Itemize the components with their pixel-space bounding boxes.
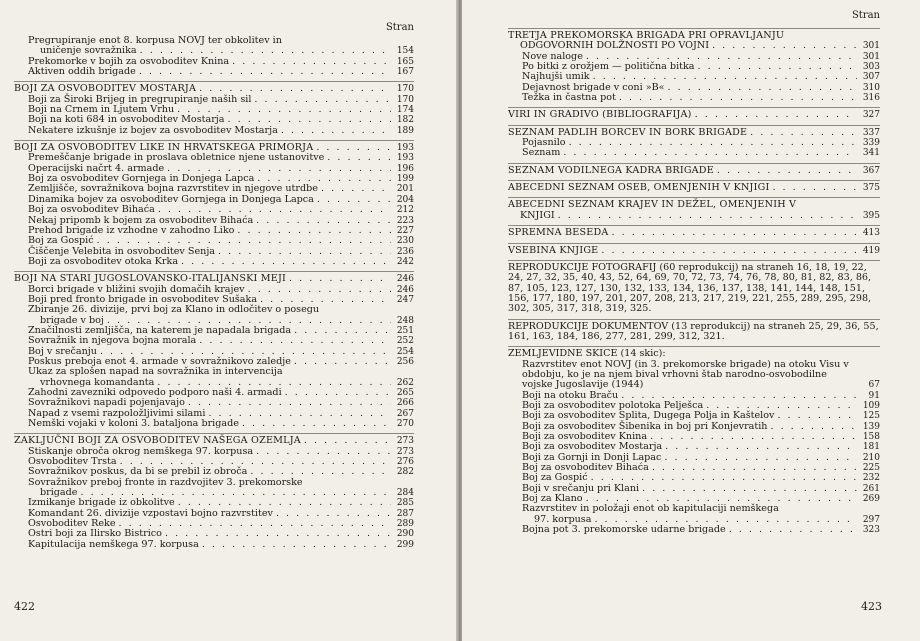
leader-dots [317, 195, 391, 205]
toc-entry-text: Ukaz za splošen napad na sovražnika in intervencija [28, 366, 283, 378]
toc-entry-continuation [508, 211, 880, 221]
toc-entry-page: 290 [396, 529, 414, 540]
toc-entry-page: 327 [862, 110, 880, 121]
leader-dots [770, 422, 857, 432]
leader-dots [698, 62, 857, 72]
leader-dots [650, 432, 857, 442]
leader-dots [294, 326, 391, 336]
toc-entry-page: 297 [862, 514, 880, 525]
toc-entry-text: Boji na otoku Braču [522, 389, 619, 401]
toc-entry [508, 93, 880, 103]
toc-entry-text: Boj za osvoboditev Gornjega in Donjega Lapca [28, 173, 255, 185]
toc-entry-text: Sovražnikov poskus, da bi se prebil iz obroča [28, 466, 248, 478]
leader-dots [563, 148, 857, 158]
toc-entry-text: Boji za osvoboditev polotoka Pelješca [522, 399, 704, 411]
leader-dots [188, 398, 391, 408]
sketch-list [508, 391, 880, 536]
toc-heading [508, 180, 880, 193]
toc-entry-text: Kapitulacija nemškega 97. korpusa [28, 538, 199, 550]
leader-dots [139, 67, 391, 77]
leader-dots [652, 463, 857, 473]
toc-entry-text: Razvrstitev in položaji enot ob kapitulaciji nemškega [522, 503, 779, 515]
toc-entry-text: ZAKLJUČNI BOJI ZA OSVOBODITEV NAŠEGA OZEMLJA [14, 435, 301, 447]
toc-entry-page: 242 [396, 256, 414, 267]
toc-entry-page: 282 [396, 467, 414, 478]
toc-entry-text: Nemški vojaki v koloni 3. bataljona brigade [28, 418, 239, 430]
toc-entry [508, 138, 880, 148]
leader-dots [218, 247, 391, 257]
toc-entry-page: 196 [396, 163, 414, 174]
toc-entry-text: Sovražnik in njegova bojna morala [28, 335, 197, 347]
right-page-number: 423 [861, 600, 882, 613]
toc-entry-text: ABECEDNI SEZNAM KRAJEV IN DEŽEL, OMENJENIH V [508, 199, 797, 211]
left-page [0, 0, 458, 641]
toc-entry [14, 126, 414, 136]
leader-dots [248, 285, 391, 295]
leader-dots [729, 525, 857, 535]
toc-entry-text: Ostri boji za Ilirsko Bistrico [28, 528, 162, 540]
leader-dots [158, 205, 391, 215]
toc-entry-text: Izmikanje brigade iz obkolitve [28, 497, 175, 509]
toc-entry-page: 170 [396, 94, 414, 105]
leader-dots [256, 447, 391, 457]
toc-entry-page: 193 [396, 143, 414, 154]
leader-dots [237, 226, 391, 236]
toc-entry-text: Aktiven oddih brigade [28, 66, 136, 78]
toc-entry [508, 525, 880, 535]
toc-entry-text: 97. korpusa [534, 513, 592, 525]
leader-dots [256, 216, 391, 226]
toc-heading [508, 225, 880, 238]
toc-entry-page: 204 [396, 194, 414, 205]
toc-entry-text: Prehod brigade iz vzhodne v zahodno Liko [28, 224, 235, 236]
toc-entry-page: 287 [396, 508, 414, 519]
toc-heading [508, 107, 880, 120]
document-reproductions-entry [508, 319, 880, 343]
toc-entry-page: 301 [862, 51, 880, 62]
toc-heading [14, 433, 414, 446]
sketch-intro-text: Razvrstitev enot NOVJ (in 3. prekomorske brigade) na otoku Visu v obdobju, ko je na njem bival vrhovni štab narodno-osvobodilne vojske Jugoslavije (1944) [522, 358, 849, 391]
toc-entry-page: 139 [862, 421, 880, 432]
toc-entry-page: 109 [862, 400, 880, 411]
toc-entry-text: Sovražnikovi napadi pojenjavajo [28, 397, 185, 409]
toc-entry-page: 307 [862, 72, 880, 83]
toc-entry-page: 158 [862, 432, 880, 442]
toc-entry-text: Dinamika bojev za osvoboditev Gornjega in Donjega Lapca [28, 193, 314, 205]
toc-entry-page: 341 [862, 148, 880, 159]
toc-entry-text: Prekomorke v bojih za osvoboditev Knina [28, 55, 230, 67]
toc-entry-page: 285 [396, 498, 414, 509]
toc-entry-page: 223 [396, 215, 414, 226]
toc-entry-text: Nekatere izkušnje iz bojev za osvoboditev Mostarja [28, 124, 278, 136]
toc-entry-page: 316 [862, 93, 880, 104]
toc-entry-text: Borci brigade v bližini svojih domačih krajev [28, 283, 245, 295]
toc-entry-page: 167 [396, 67, 414, 78]
leader-dots [750, 128, 857, 138]
toc-entry-page: 266 [396, 398, 414, 409]
leader-dots [199, 336, 391, 346]
toc-entry-text: BOJI NA STARI JUGOSLOVANSKO-ITALIJANSKI MEJI [14, 273, 286, 285]
toc-entry-text: Komandant 26. divizije vzpostavi bojno razvrstitev [28, 507, 273, 519]
toc-entry-page: 323 [862, 525, 880, 536]
toc-entry-page: 212 [396, 205, 414, 216]
leader-dots [285, 388, 391, 398]
leader-dots [321, 184, 391, 194]
leader-dots [316, 143, 391, 153]
sketches-heading [508, 346, 880, 359]
toc-entry-page: 375 [862, 183, 880, 194]
toc-entry-page: 225 [862, 463, 880, 474]
leader-dots [327, 153, 391, 163]
leader-dots [717, 166, 857, 176]
toc-entry [14, 257, 414, 267]
toc-entry-text: Zahodni zavezniki odpovedo podporo naši 4. armadi [28, 387, 282, 398]
toc-entry-text: Boji na koti 684 in osvoboditev Mostarja [28, 114, 225, 126]
toc-entry-page: 246 [396, 274, 414, 285]
toc-entry-page: 254 [396, 346, 414, 357]
toc-entry-page: 252 [396, 336, 414, 347]
toc-entry-page: 182 [396, 115, 414, 126]
toc-entry-page: 210 [862, 452, 880, 463]
toc-entry-text: Boji pred fronto brigade in osvoboditev Sušaka [28, 293, 258, 305]
toc-entry-text: Boji za Široki Brijeg in pregrupiranje naših sil [28, 93, 252, 105]
leader-dots [665, 442, 857, 452]
leader-dots [712, 41, 857, 51]
toc-entry-page: 91 [868, 390, 880, 401]
toc-entry-text: Operacijski načrt 4. armade [28, 162, 165, 174]
toc-entry-page: 247 [396, 294, 414, 305]
leader-dots [232, 57, 391, 67]
toc-entry-text: ABECEDNI SEZNAM OSEB, OMENJENIH V KNJIGI [508, 182, 770, 194]
leader-dots [281, 126, 391, 136]
toc-entry-text: Zemljišče, sovražnikova bojna razvrstitev in njegove utrdbe [28, 183, 318, 195]
toc-entry-page: 236 [396, 246, 414, 257]
toc-entry-text: Boji za osvoboditev Mostarja [522, 441, 663, 453]
toc-entry-page: 181 [862, 442, 880, 453]
toc-entry-text: vrhovnega komandanta [40, 376, 155, 388]
toc-entry-page: 193 [396, 153, 414, 164]
toc-entry-text: VIRI IN GRADIVO (BIBLIOGRAFIJA) [508, 109, 692, 121]
toc-entry-page: 248 [396, 315, 414, 326]
toc-entry-text: Boj za Gospić [28, 235, 94, 247]
toc-heading [508, 197, 880, 210]
toc-entry-text: BOJI ZA OSVOBODITEV LIKE IN HRVATSKEGA PRIMORJA [14, 142, 314, 154]
toc-entry-page: 310 [862, 82, 880, 93]
toc-entry-text: Seznam [522, 147, 561, 159]
toc-entry-page: 232 [862, 473, 880, 484]
toc-entry-page: 299 [396, 539, 414, 550]
leader-dots [242, 419, 391, 429]
toc-entry-text: Boji za osvoboditev Splita, Dugega Polja in Kaštelov [522, 410, 775, 422]
toc-entry-text: Boji za osvoboditev Šibenika in boj pri Konjevratih [522, 420, 768, 432]
leader-dots [289, 274, 391, 284]
toc-entry-text: Boj za Klano [522, 493, 583, 505]
toc-entry-text: ODGOVORNIH DOLŽNOSTI PO VOJNI [520, 40, 710, 52]
toc-entry-text: SEZNAM PADLIH BORCEV IN BORK BRIGADE [508, 126, 748, 138]
sketches-heading-text: ZEMLJEVIDNE SKICE (14 skic): [508, 348, 666, 360]
toc-entry-page: 413 [862, 228, 880, 239]
leader-dots [695, 110, 857, 120]
leader-dots [668, 83, 858, 93]
page-header-label: Stran [385, 22, 414, 33]
toc-entry-page: 256 [396, 356, 414, 367]
toc-entry-text: Pojasnilo [522, 137, 566, 149]
toc-entry-text: brigade v boj [40, 314, 104, 326]
toc-entry-text: Sovražnikov preboj fronte in razdvojitev 3. prekomorske [28, 476, 303, 488]
toc-entry-text: TRETJA PREKOMORSKA BRIGADA PRI OPRAVLJANJU [508, 30, 785, 41]
toc-entry-text: Boj za osvoboditev Bihaća [28, 204, 155, 216]
toc-entry-text: brigade [40, 487, 78, 499]
toc-entry-page: 170 [396, 84, 414, 95]
toc-entry-text: Boj za osvoboditev Bihaća [522, 462, 649, 474]
toc-entry-page: 125 [862, 411, 880, 422]
leader-dots [569, 138, 857, 148]
toc-entry-text: Boji za Gornji in Donji Lapac [522, 451, 662, 463]
toc-entry-page: 246 [396, 284, 414, 295]
leader-dots [642, 484, 857, 494]
toc-entry-page: 276 [396, 457, 414, 468]
toc-entry-page: 230 [396, 236, 414, 247]
toc-entry-text: Težka in častna pot [522, 92, 616, 104]
toc-entry-text: Boji v srečanju pri Klani [522, 482, 640, 494]
toc-entry [508, 148, 880, 158]
leader-dots [664, 453, 857, 463]
leader-dots [304, 436, 391, 446]
toc-heading [508, 243, 880, 256]
toc-entry-page: 284 [396, 488, 414, 499]
toc-entry-page: 367 [862, 165, 880, 176]
toc-entry-text: Bojna pot 3. prekomorske udarne brigade [522, 524, 726, 536]
toc-entry-page: 267 [396, 408, 414, 419]
toc-entry-text: Dejavnost brigade v coni »B« [522, 81, 665, 93]
toc-entry-text: Napad z vsemi razpoložljivimi silami [28, 407, 206, 419]
toc-entry-page: 261 [862, 483, 880, 494]
toc-entry [14, 67, 414, 77]
toc-entry-text: Najhujši umik [522, 71, 590, 83]
left-toc [14, 36, 414, 550]
toc-entry-page: 289 [396, 519, 414, 530]
toc-entry-page: 189 [396, 125, 414, 136]
toc-entry-page: 303 [862, 62, 880, 73]
sketch-intro-page: 67 [868, 380, 880, 391]
right-toc [508, 28, 880, 256]
toc-entry-text: Poskus preboja enot 4. armade v sovražnikovo zaledje [28, 355, 291, 367]
leader-dots [181, 257, 391, 267]
toc-entry-page: 270 [396, 419, 414, 430]
toc-entry-page: 273 [396, 436, 414, 447]
right-toc-reproductions [508, 260, 880, 391]
document-reproductions-text: REPRODUKCIJE DOKUMENTOV (13 reprodukcij) na straneh 25, 29, 36, 55, 161, 163, 184, 186, 277, 281, 299, 312, 321. [508, 320, 879, 342]
toc-heading [14, 271, 414, 284]
toc-entry-text: Boj v srečanju [28, 345, 97, 357]
toc-entry-page: 339 [862, 138, 880, 149]
toc-heading [14, 140, 414, 153]
leader-dots [612, 228, 858, 238]
toc-entry-text: Značilnosti zemljišča, na katerem je napadala brigada [28, 324, 292, 336]
toc-heading [508, 163, 880, 176]
leader-dots [619, 93, 857, 103]
toc-entry-page: 337 [862, 127, 880, 138]
toc-heading [508, 125, 880, 138]
sketch-intro-entry [508, 360, 880, 391]
toc-heading [14, 81, 414, 94]
leader-dots [254, 95, 391, 105]
toc-entry-text: Po bitki z orožjem — politična bitka [522, 61, 695, 73]
toc-entry [14, 205, 414, 215]
toc-entry-page: 273 [396, 446, 414, 457]
toc-entry-text: Boji za osvoboditev Knina [522, 431, 648, 442]
toc-entry-page: 395 [862, 210, 880, 221]
toc-entry-text: uničenje sovražnika [40, 45, 137, 57]
toc-entry-page: 165 [396, 56, 414, 67]
toc-entry-page: 301 [862, 41, 880, 52]
toc-entry-text: SEZNAM VODILNEGA KADRA BRIGADE [508, 164, 714, 176]
leader-dots [772, 183, 857, 193]
toc-entry-text: BOJI ZA OSVOBODITEV MOSTARJA [14, 83, 197, 95]
photo-reproductions-text: REPRODUKCIJE FOTOGRAFIJ (60 reprodukcij) na straneh 16, 18, 19, 22, 24, 27, 32, 35, 40, 43, 52, 64, 69, 70, 72, 73, 74, 76, 78, 80, 81, 82, 83, 86, 87, 105, 123, 127, 130, 132, 133, 134, 136, 137, 138, 141, 144, 148, 151, 156, 177, 180, 197, 201, 207, 208, 213, 217, 219, 221, 255, 289, 295, 298, 302, 305, 317, 318, 319, 325. [508, 261, 872, 315]
toc-entry-text: Boji na Crnem in Ljutem Vrhu [28, 104, 175, 116]
toc-entry-text: Boji za osvoboditev otoka Krka [28, 255, 179, 267]
page-header-label: Stran [851, 10, 880, 21]
toc-entry [14, 236, 414, 246]
photo-reproductions-entry [508, 260, 880, 315]
toc-entry-page: 154 [396, 46, 414, 57]
leader-dots [777, 411, 857, 421]
toc-entry-text: Osvoboditev Trsta [28, 456, 117, 468]
toc-entry-page: 199 [396, 174, 414, 185]
leader-dots [294, 357, 391, 367]
toc-entry-page: 419 [862, 245, 880, 256]
toc-entry-page: 227 [396, 225, 414, 236]
toc-entry-page: 265 [396, 388, 414, 398]
toc-entry-text: Čiščenje Velebita in osvoboditev Senja [28, 245, 216, 257]
toc-entry-text: KNJIGI [520, 209, 555, 221]
toc-entry-text: Zbiranje 26. divizije, prvi boj za Klano in odločitev o posegu [28, 304, 320, 316]
toc-entry-text: Premeščanje brigade in proslava obletnice njene ustanovitve [28, 152, 325, 164]
toc-entry-text: Pregrupiranje enot 8. korpusa NOVJ ter obkolitev in [28, 35, 282, 46]
toc-entry [14, 540, 414, 550]
left-page-number: 422 [14, 600, 35, 613]
toc-entry-text: SPREMNA BESEDA [508, 227, 609, 239]
toc-entry-page: 174 [396, 105, 414, 116]
toc-entry-text: VSEBINA KNJIGE [508, 244, 599, 256]
toc-entry-text: Stiskanje obroča okrog nemškega 97. korpusa [28, 445, 254, 457]
toc-entry-text: Nekaj pripomb k bojem za osvoboditev Bihaća [28, 214, 254, 226]
leader-dots [202, 540, 391, 550]
toc-entry-page: 251 [396, 325, 414, 336]
leader-dots [97, 236, 391, 246]
leader-dots [601, 246, 857, 256]
toc-entry-page: 269 [862, 494, 880, 505]
leader-dots [276, 509, 391, 519]
toc-entry-page: 262 [396, 377, 414, 388]
toc-entry-text: Nove naloge [522, 50, 583, 62]
toc-entry [14, 419, 414, 429]
toc-entry-text: Osvoboditev Reke [28, 518, 116, 530]
toc-entry-page: 201 [396, 184, 414, 195]
right-page [462, 0, 920, 641]
toc-entry-text: Boj za Gospić [522, 472, 588, 484]
leader-dots [558, 211, 857, 221]
